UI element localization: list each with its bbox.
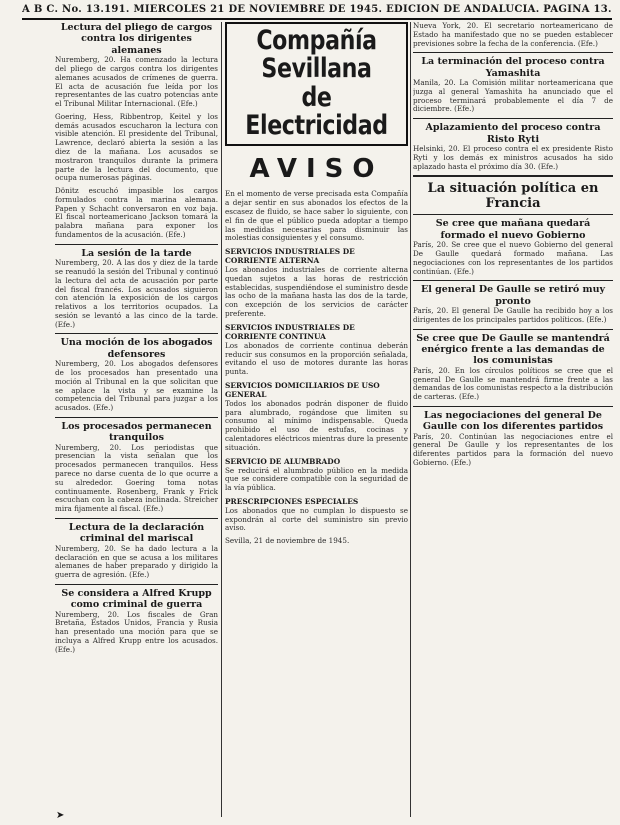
column-middle [225, 22, 408, 822]
divider [413, 214, 613, 215]
ad-section-text: Los abonados que no cumplan lo dispuesto se expondrán al corte del suministro sin previo aviso. [225, 505, 408, 533]
article-text: París, 20. En los círculos políticos se cree que el general De Gaulle se mantendrá firme frente a las demandas de los comunistas respecto a la distribución de carteras. (Efe.) [413, 365, 613, 402]
headline: Se cree que De Gaulle se mantendrá enérgico frente a las demandas de los comunistas [416, 332, 610, 367]
article-text: Nueva York, 20. El secretario norteamericano de Estado ha manifestado que no se pueden establecer previsiones sobre la fecha de la conferencia. (Efe.) [413, 22, 613, 48]
article-text: París, 20. Continúan las negociaciones entre el general De Gaulle y los representantes de los diferentes partidos para la formación del nuevo Gobierno. (Efe.) [413, 431, 613, 468]
divider [55, 584, 218, 585]
ad-section-text: Los abonados de corriente continua deberán reducir sus consumos en la proporción señalada, evitando el uso de motores durante las horas punta. [225, 340, 408, 377]
ad-section-heading: SERVICIOS INDUSTRIALES DE CORRIENTE ALTERNA [225, 247, 355, 266]
divider [413, 406, 613, 407]
divider [413, 280, 613, 281]
headline: Los procesados permanecen tranquilos [61, 420, 212, 444]
headline: Aplazamiento del proceso contra Risto Ryti [425, 122, 601, 145]
article-text: Nuremberg, 20. Los fiscales de Gran Bretaña, Estados Unidos, Francia y Rusia han presentado una moción para que se incluya a Alfred Krupp entre los acusados. (Efe.) [55, 609, 218, 654]
article-text: París, 20. El general De Gaulle ha recibido hoy a los dirigentes de los principales partidos políticos. (Efe.) [413, 306, 613, 324]
headline: El general De Gaulle se retiró muy pronto [420, 284, 606, 307]
column-right [413, 22, 613, 822]
headline: Se considera a Alfred Krupp como criminal de guerra [61, 587, 212, 611]
article-text: Nuremberg, 20. Los abogados defensores de los procesados han presentado una moción al Tribunal en la que solicitan que se aplace la vista y se examine la competencia del Tribunal para juzgar a los acusados. (Efe.) [55, 359, 218, 413]
ad-notice-heading: AVISO [249, 154, 384, 185]
divider [55, 518, 218, 519]
article-text: París, 20. Se cree que el nuevo Gobierno del general De Gaulle quedará formado mañana. Las negociaciones con los representantes de los partidos continúan. (Efe.) [413, 240, 613, 276]
article-text: Helsinki, 20. El proceso contra el ex presidente Risto Ryti y los demás ex ministros acusados ha sido aplazado hasta el próximo día 30. (Efe.) [413, 144, 613, 171]
column-rule-1 [221, 22, 222, 817]
divider [55, 244, 218, 245]
arrow-right-icon: ➤ [56, 810, 65, 821]
headline: Lectura de la declaración criminal del mariscal [68, 521, 205, 545]
headline: Una moción de los abogados defensores [60, 337, 213, 360]
article-text: Dönitz escuchó impasible los cargos formulados contra la marina alemana. Papen y Schacht conversaron en voz baja. El fiscal norteamericano Jackson tomará la palabra mañana para exponer los fundamentos de la acusación. (Efe.) [55, 186, 218, 240]
headline: Lectura del pliego de cargos contra los dirigentes alemanes [60, 22, 213, 56]
ad-section-heading: SERVICIOS DOMICILIARIOS DE USO GENERAL [225, 380, 380, 399]
ad-section-text: Todos los abonados podrán disponer de fluido para alumbrado, rogándose que limiten su consumo al mínimo indispensable. Queda prohibido el uso de estufas, cocinas y calentadores eléctricos mientras dure la presente situación. [225, 398, 408, 452]
article-text: Manila, 20. La Comisión militar norteamericana que juzga al general Yamashita ha anunciado que el proceso terminará probablemente el día 7 de diciembre. (Efe.) [413, 78, 613, 114]
headline: Las negociaciones del general De Gaulle con los diferentes partidos [422, 409, 604, 433]
ad-title-line1: Compañía Sevillana [256, 25, 377, 85]
ad-intro: En el momento de verse precisada esta Compañía a dejar sentir en sus abonados los efectos de la escasez de fluido, se hace saber lo siguiente, con el fin de que el público pueda adoptar a tiempo las medidas necesarias para disminuir las molestias consiguientes y el consumo. [225, 189, 408, 243]
column-rule-2 [410, 22, 411, 817]
article-text: Nuremberg, 20. Ha comenzado la lectura del pliego de cargos contra los dirigentes alemanes acusados de crímenes de guerra. El acta de acusación fue leída por los representantes de las cuatro potencias ante el Tribunal Militar Internacional. (Efe.) [55, 55, 218, 109]
ad-section-heading: SERVICIO DE ALUMBRADO [225, 456, 341, 466]
article-text: Nuremberg, 20. Se ha dado lectura a la declaración en que se acusa a los militares alemanes de haber preparado y dirigido la guerra de agresión. (Efe.) [55, 543, 218, 580]
article-text: Nuremberg, 20. A las dos y diez de la tarde se reanudó la sesión del Tribunal y continuó la lectura del acta de acusación por parte del fiscal francés. Los acusados siguieron con atención la exposición de los cargos relativos a los territorios ocupados. La sesión se levantó a las cinco de la tarde. (Efe.) [55, 258, 218, 329]
divider [413, 329, 613, 330]
column-left [55, 22, 218, 822]
article-text: Goering, Hess, Ribbentrop, Keitel y los demás acusados escucharon la lectura con visible atención. El presidente del Tribunal, Lawrence, declaró abierta la sesión a las diez de la mañana. Los acusados se mostraron tranquilos durante la primera parte de la lectura del documento, que ocupa numerosas páginas. [55, 111, 218, 183]
section-headline: La situación política en Francia [427, 181, 599, 212]
divider [413, 52, 613, 53]
ad-section-text: Se reducirá el alumbrado público en la medida que se considere compatible con la seguridad de la vía pública. [225, 465, 408, 493]
ad-section-heading: SERVICIOS INDUSTRIALES DE CORRIENTE CONTINUA [225, 322, 355, 341]
divider [413, 118, 613, 119]
headline: Se cree que mañana quedará formado el nuevo Gobierno [435, 218, 591, 241]
advertisement-box [225, 22, 408, 146]
divider [55, 333, 218, 334]
headline: La sesión de la tarde [81, 247, 192, 259]
headline: La terminación del proceso contra Yamashita [421, 56, 605, 79]
divider [413, 175, 613, 177]
page-header: A B C. No. 13.191. MIERCOLES 21 DE NOVIEMBRE DE 1945. EDICION DE ANDALUCIA. PAGINA 13. [22, 4, 612, 20]
ad-footer: Sevilla, 21 de noviembre de 1945. [225, 536, 350, 546]
ad-section-text: Los abonados industriales de corriente alterna quedan sujetos a las horas de restricción establecidas, suspendiéndose el suministro desde las ocho de la mañana hasta las dos de la tarde, con excepción de los servicios de carácter preferente. [225, 265, 408, 318]
divider [55, 417, 218, 418]
ad-section-heading: PRESCRIPCIONES ESPECIALES [225, 496, 359, 506]
article-text: Nuremberg, 20. Los periodistas que presencian la vista señalan que los procesados permanecen tranquilos. Hess parece no darse cuenta de lo que ocurre a su alrededor. Goering toma notas continuamente. Rosenberg, Frank y Frick escuchan con la cabeza inclinada. Streicher mira fijamente al fiscal. (Efe.) [55, 442, 218, 514]
ad-title-line2: de Electricidad [245, 81, 388, 142]
